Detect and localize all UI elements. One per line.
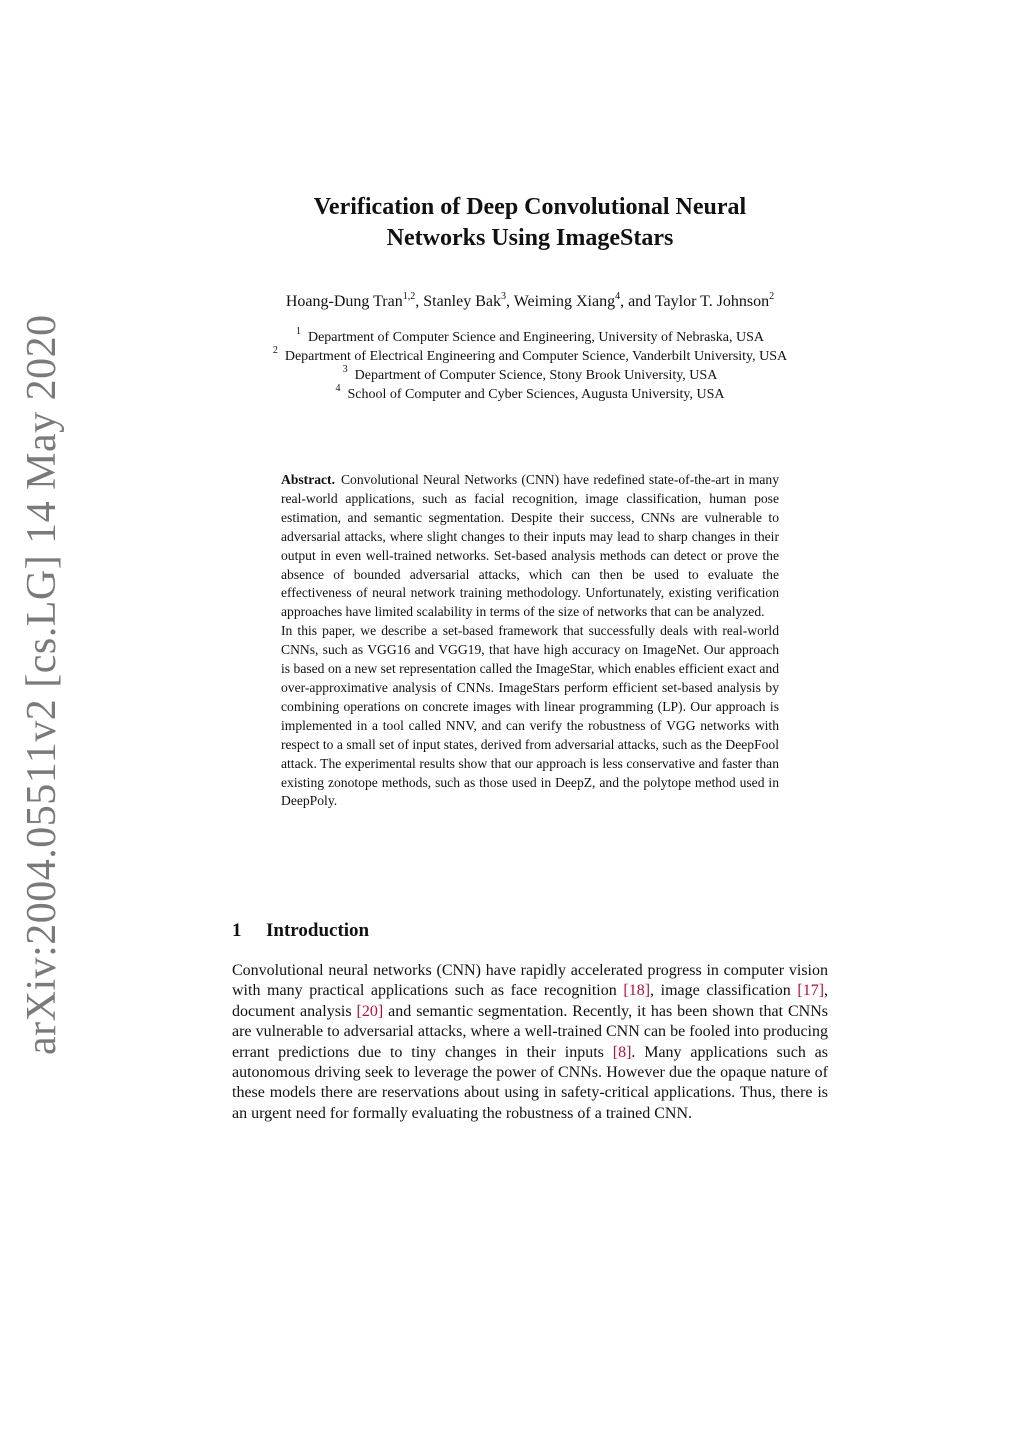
affiliation-text: Department of Computer Science and Engineering, University of Nebraska, USA [307, 330, 765, 345]
author-separator: , [505, 293, 514, 310]
section-title: Introduction [266, 920, 370, 941]
affiliation-text: Department of Electrical Engineering and Computer Science, Vanderbilt University, USA [284, 349, 788, 364]
abstract-label: Abstract. [281, 472, 335, 487]
citation-link[interactable]: [8] [612, 1043, 632, 1061]
affiliation-item [220, 366, 840, 385]
author-affiliation-mark: 4 [615, 290, 621, 302]
affiliation-number: 4 [335, 383, 341, 395]
affiliation-item [220, 328, 840, 347]
affiliation-text: School of Computer and Cyber Sciences, Augusta University, USA [347, 387, 725, 402]
affiliation-number: 2 [272, 345, 278, 357]
author-name: Hoang-Dung Tran [285, 293, 403, 310]
affiliation-item [220, 347, 840, 366]
abstract-paragraph-2: In this paper, we describe a set-based framework that successfully deals with real-world CNNs, such as VGG16 and VGG19, that have high accuracy on ImageNet. Our approach is based on a new set representation called the ImageStar, which enables efficient exact and over-approximative analysis of CNNs. ImageStars perform efficient set-based analysis by combining operations on concrete images with linear programming (LP). Our approach is implemented in a tool called NNV, and can verify the robustness of VGG networks with respect to a small set of input states, derived from adversarial attacks, such as the DeepFool attack. The experimental results show that our approach is less conservative and faster than existing zonotope methods, such as those used in DeepZ, and the polytope method used in DeepPoly. [281, 623, 779, 809]
author-name: Taylor T. Johnson [654, 293, 770, 310]
author-affiliation-mark: 2 [769, 290, 775, 302]
intro-text: Convolutional neural networks (CNN) have rapidly accelerated progress in computer vision with many practical applications such as face recognition [232, 962, 828, 1000]
paper-title [230, 192, 830, 254]
abstract-paragraph-1 [281, 471, 779, 622]
author-name: Weiming Xiang [513, 293, 616, 310]
affiliation-list [220, 328, 840, 404]
intro-text: , document analysis [232, 982, 829, 1020]
author-affiliation-mark: 3 [500, 290, 506, 302]
abstract-block [281, 471, 779, 811]
author-name: Stanley Bak [423, 293, 501, 310]
citation-link[interactable]: [18] [623, 982, 651, 1000]
intro-text: and semantic segmentation. Recently, it has been shown that CNNs are vulnerable to adversarial attacks, where a well-trained CNN can be fooled into producing errant predictions due to tiny changes in their inputs [232, 1002, 829, 1061]
intro-text: . Many applications such as autonomous driving seek to leverage the power of CNNs. However due the opaque nature of these models there are reservations about using in safety-critical applications. Thus, there is an urgent need for formally evaluating the robustness of a trained CNN. [232, 1043, 829, 1122]
introduction-paragraph [232, 961, 828, 1124]
section-heading-introduction [232, 918, 632, 944]
affiliation-text: Department of Computer Science, Stony Brook University, USA [354, 368, 718, 383]
title-line-2: Networks Using ImageStars [386, 225, 674, 251]
title-line-1: Verification of Deep Convolutional Neural [313, 194, 747, 220]
author-separator: , and [620, 293, 655, 310]
abstract-text-1: Convolutional Neural Networks (CNN) have redefined state-of-the-art in many real-world applications, such as facial recognition, image classification, human pose estimation, and semantic segmentation. Despite their success, CNNs are vulnerable to adversarial attacks, where slight changes to their inputs may lead to sharp changes in their output in even well-trained networks. Set-based analysis methods can detect or prove the absence of bounded adversarial attacks, which can then be used to evaluate the effectiveness of neural network training methodology. Unfortunately, existing verification approaches have limited scalability in terms of the size of networks that can be analyzed. [281, 472, 779, 620]
arxiv-identifier-stamp: arXiv:2004.05511v2 [cs.LG] 14 May 2020 [19, 314, 65, 1055]
affiliation-item [220, 385, 840, 404]
author-separator: , [415, 293, 424, 310]
section-number: 1 [232, 920, 242, 941]
affiliation-number: 1 [295, 326, 301, 338]
citation-link[interactable]: [17] [797, 982, 825, 1000]
citation-link[interactable]: [20] [356, 1002, 384, 1020]
affiliation-number: 3 [342, 364, 348, 376]
author-list [200, 291, 860, 313]
author-affiliation-mark: 1,2 [402, 290, 416, 302]
intro-text: , image classification [650, 982, 798, 1000]
